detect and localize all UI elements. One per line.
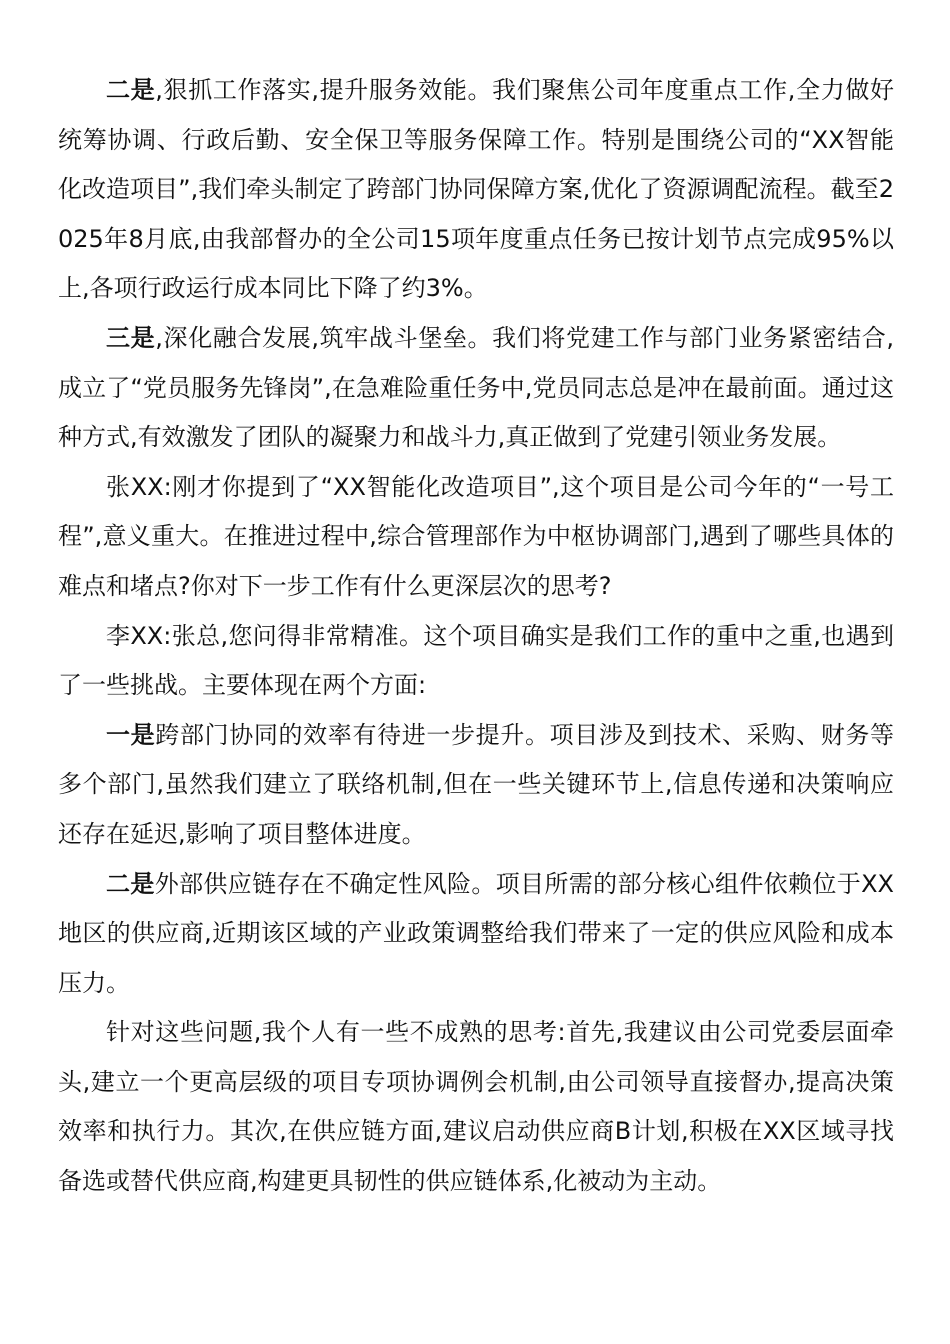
paragraph-lead: 二是 [106,869,155,898]
paragraph-issue-one [58,711,894,860]
paragraph-lead: 一是 [106,720,156,749]
paragraph-issue-two [58,860,894,1009]
paragraph-lead: 二是 [106,76,156,104]
document-body [58,66,894,1207]
paragraph-work-implementation [58,66,894,314]
paragraph-thoughts [58,1008,894,1206]
paragraph-text: ,狠抓工作落实,提升服务效能。我们聚焦公司年度重点工作,全力做好统筹协调、行政后勤、安全保卫等服务保障工作。特别是围绕公司的“XX智能化改造项目”,我们牵头制定了跨部门协同保障方案,优化了资源调配流程。截至2025年8月底,由我部督办的全公司15项年度重点任务已按计划节点完成95%以上,各项行政运行成本同比下降了约3%。 [58,76,894,303]
paragraph-integrated-development [58,314,894,463]
paragraph-zhang-question [58,463,894,612]
paragraph-text: 张XX:刚才你提到了“XX智能化改造项目”,这个项目是公司今年的“一号工程”,意义重大。在推进过程中,综合管理部作为中枢协调部门,遇到了哪些具体的难点和堵点?你对下一步工作有什么更深层次的思考? [58,472,894,600]
paragraph-text: 针对这些问题,我个人有一些不成熟的思考:首先,我建议由公司党委层面牵头,建立一个更高层级的项目专项协调例会机制,由公司领导直接督办,提高决策效率和执行力。其次,在供应链方面,建议启动供应商B计划,积极在XX区域寻找备选或替代供应商,构建更具韧性的供应链体系,化被动为主动。 [58,1018,894,1196]
paragraph-lead: 三是 [106,323,156,352]
paragraph-text: ,深化融合发展,筑牢战斗堡垒。我们将党建工作与部门业务紧密结合,成立了“党员服务先锋岗”,在急难险重任务中,党员同志总是冲在最前面。通过这种方式,有效激发了团队的凝聚力和战斗力,真正做到了党建引领业务发展。 [58,323,894,452]
paragraph-text: 跨部门协同的效率有待进一步提升。项目涉及到技术、采购、财务等多个部门,虽然我们建立了联络机制,但在一些关键环节上,信息传递和决策响应还存在延迟,影响了项目整体进度。 [58,720,895,848]
paragraph-li-answer [58,612,894,711]
paragraph-text: 外部供应链存在不确定性风险。项目所需的部分核心组件依赖位于XX地区的供应商,近期该区域的产业政策调整给我们带来了一定的供应风险和成本压力。 [58,869,894,997]
paragraph-text: 李XX:张总,您问得非常精准。这个项目确实是我们工作的重中之重,也遇到了一些挑战。主要体现在两个方面: [58,621,894,700]
